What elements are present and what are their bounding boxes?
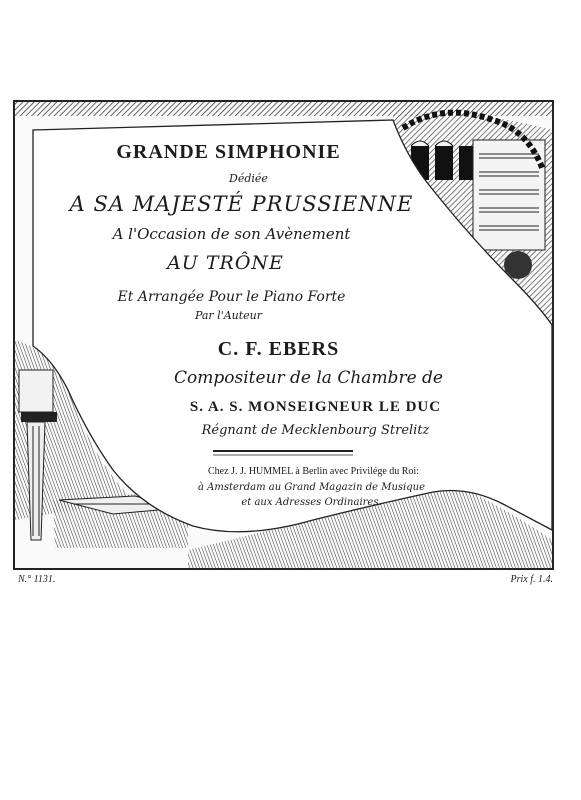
by-author-line: Par l'Auteur bbox=[194, 309, 263, 322]
title: GRANDE SIMPHONIE bbox=[116, 141, 341, 163]
dedication-line: A SA MAJESTÉ PRUSSIENNE bbox=[69, 192, 414, 216]
publisher-line-3: et aux Adresses Ordinaires. bbox=[241, 497, 382, 508]
position-line: Compositeur de la Chambre de bbox=[174, 368, 443, 388]
price-label: Prix f. 1.4. bbox=[510, 574, 553, 585]
occasion-line-2: AU TRÔNE bbox=[167, 252, 284, 274]
publisher-line-2: à Amsterdam au Grand Magazin de Musique bbox=[198, 482, 425, 493]
composer-name: C. F. EBERS bbox=[217, 338, 340, 360]
plate-number: N.° 1131. bbox=[18, 574, 56, 585]
occasion-line: A l'Occasion de son Avènement bbox=[112, 225, 351, 243]
patron-line-2: Régnant de Mecklenbourg Strelitz bbox=[201, 423, 430, 438]
sky-hatching bbox=[15, 102, 552, 116]
publisher-line-1: Chez J. J. HUMMEL à Berlin avec Privilége du Roi: bbox=[208, 466, 419, 477]
arrangement-line: Et Arrangée Pour le Piano Forte bbox=[117, 289, 346, 305]
dedication-word: Dédiée bbox=[229, 172, 268, 185]
patron-line: S. A. S. MONSEIGNEUR LE DUC bbox=[189, 399, 442, 415]
engraved-plate bbox=[13, 100, 554, 570]
